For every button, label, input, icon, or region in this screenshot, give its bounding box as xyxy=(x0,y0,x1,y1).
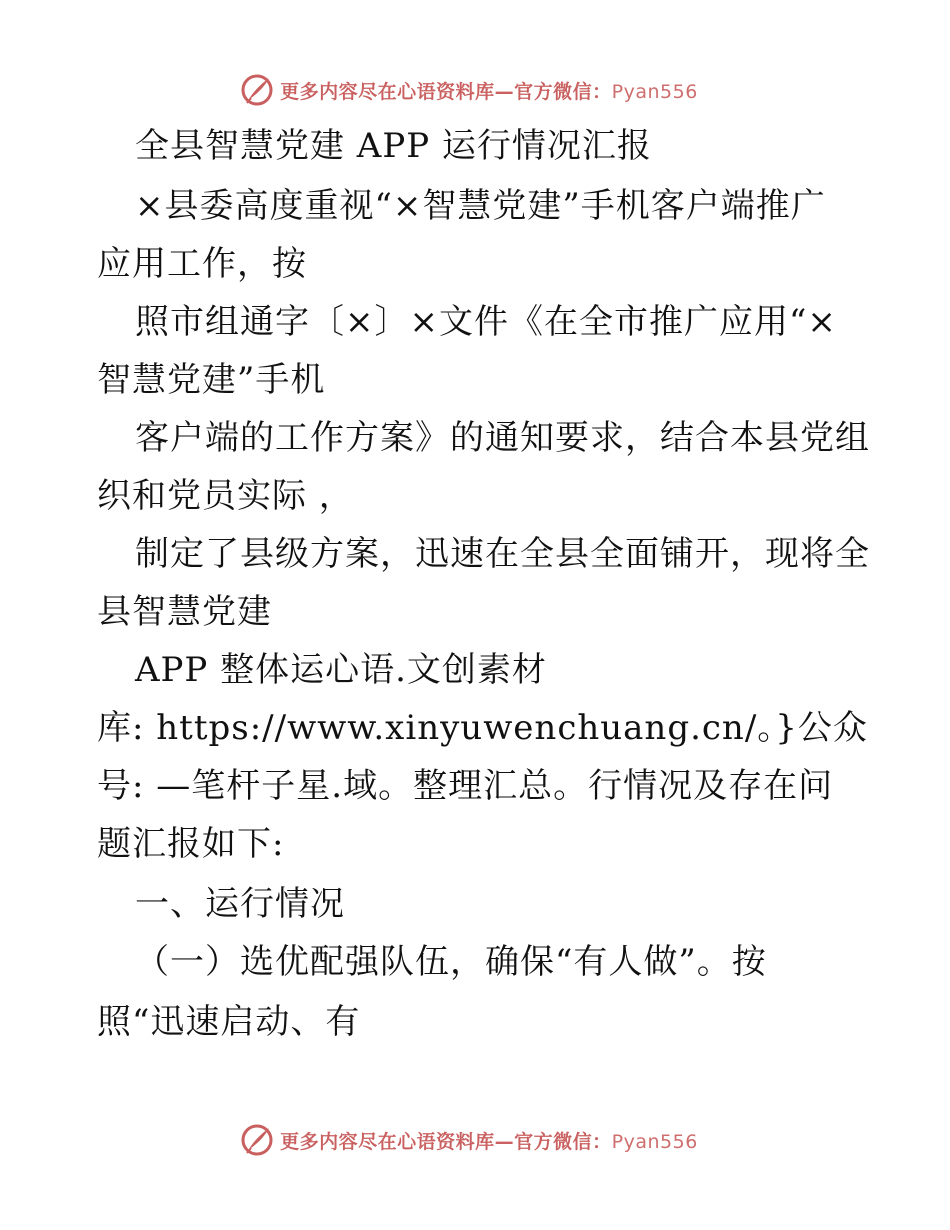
paragraph-line: APP 整体运心语.文创素材 xyxy=(135,650,547,690)
paragraph-line: 照“迅速启动、有 xyxy=(97,1002,361,1042)
paragraph-line: 客户端的工作方案》的通知要求，结合本县党组 xyxy=(135,418,870,458)
paragraph-line: 应用工作，按 xyxy=(97,244,307,284)
paragraph-line: 织和党员实际 ， xyxy=(97,476,354,516)
paragraph-line: ×县委高度重视“×智慧党建”手机客户端推广 xyxy=(135,186,826,226)
paragraph-line: 制定了县级方案，迅速在全县全面铺开，现将全 xyxy=(135,534,870,574)
paragraph-line: 县智慧党建 xyxy=(97,592,272,632)
watermark-banner-bottom xyxy=(0,1118,950,1162)
watermark-account: Pyan556 xyxy=(611,1130,698,1153)
paragraph-line: 库: https://www.xinyuwenchuang.cn/。}公众 xyxy=(97,708,868,748)
paragraph-line: 智慧党建”手机 xyxy=(97,360,326,400)
watermark-text: 更多内容尽在心语资料库—官方微信： xyxy=(280,80,612,103)
feather-seal-icon xyxy=(240,1123,274,1157)
watermark-banner-top xyxy=(0,68,950,112)
subsection-heading: （一）选优配强队伍，确保“有人做”。按 xyxy=(135,942,767,982)
feather-seal-icon xyxy=(240,73,274,107)
paragraph-line: 号: —笔杆子星.域。整理汇总。行情况及存在问 xyxy=(97,766,834,806)
watermark-account: Pyan556 xyxy=(611,80,698,103)
watermark-text: 更多内容尽在心语资料库—官方微信： xyxy=(280,1130,612,1153)
document-title: 全县智慧党建 APP 运行情况汇报 xyxy=(135,126,652,166)
paragraph-line: 题汇报如下: xyxy=(97,824,285,864)
section-heading: 一、运行情况 xyxy=(135,884,345,924)
paragraph-line: 照市组通字〔×〕×文件《在全市推广应用“× xyxy=(135,302,837,342)
